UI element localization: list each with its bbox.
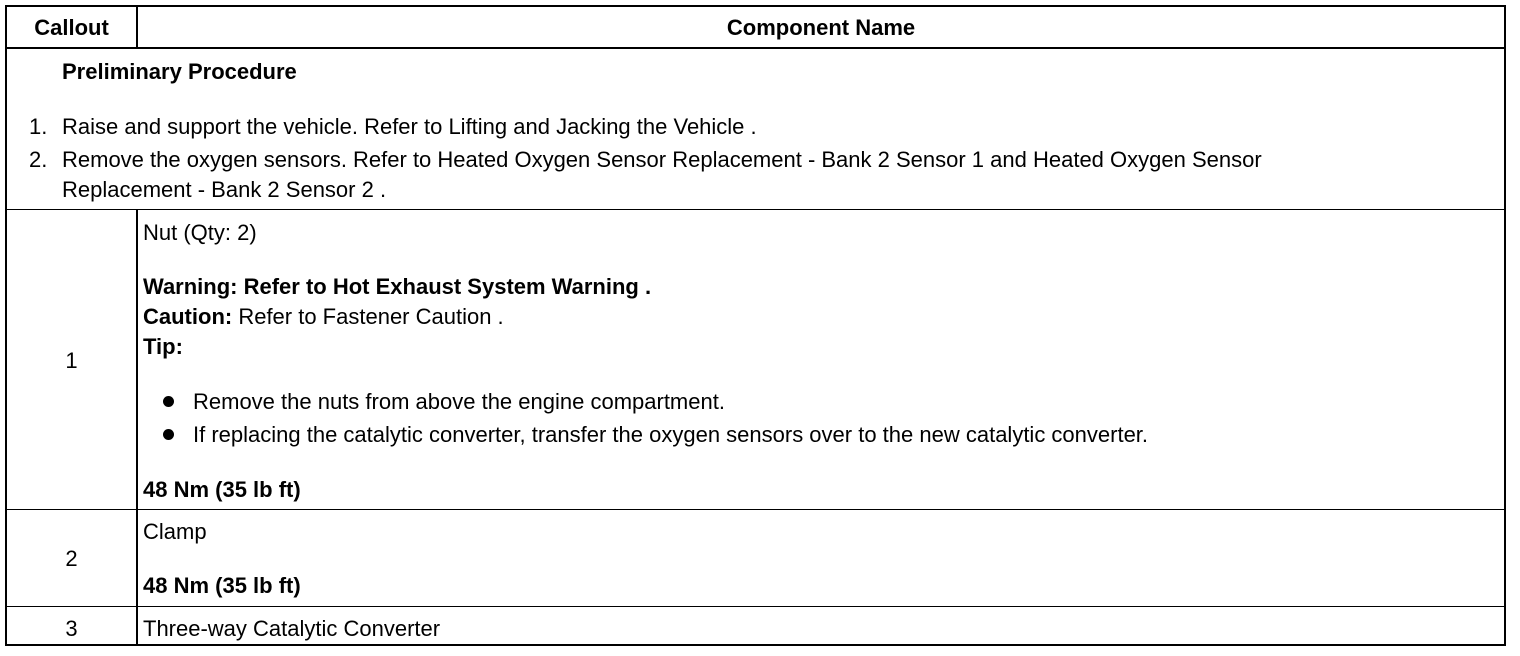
- header-callout: Callout: [34, 15, 109, 40]
- component-name: Three-way Catalytic Converter: [143, 616, 441, 641]
- callout-column-divider: [136, 209, 138, 646]
- header-bottom-rule: [7, 47, 1504, 49]
- torque-spec: 48 Nm (35 lb ft): [143, 573, 301, 598]
- preliminary-title: Preliminary Procedure: [62, 59, 297, 84]
- row-rule: [7, 509, 1504, 510]
- tip-bullet-text: If replacing the catalytic converter, transfer the oxygen sensors over to the new catalytic converter.: [193, 422, 1149, 447]
- warning-text: Warning: Refer to Hot Exhaust System Warning .: [143, 274, 652, 299]
- step-text: Raise and support the vehicle. Refer to Lifting and Jacking the Vehicle .: [62, 114, 757, 139]
- component-name: Clamp: [143, 519, 207, 544]
- step-number: 2.: [29, 147, 48, 172]
- torque-spec: 48 Nm (35 lb ft): [143, 477, 301, 502]
- row-callout: 3: [65, 616, 78, 641]
- step-text: Remove the oxygen sensors. Refer to Heated Oxygen Sensor Replacement - Bank 2 Sensor 1 and Heated Oxygen Sensor: [62, 147, 1262, 172]
- row-rule: [7, 209, 1504, 210]
- component-table: [5, 5, 1506, 646]
- caution-label: Caution:: [143, 304, 233, 329]
- step-number: 1.: [29, 114, 48, 139]
- bullet-icon: [163, 429, 174, 440]
- caution-line: [143, 304, 504, 330]
- row-callout: 2: [65, 546, 78, 571]
- row-callout: 1: [65, 348, 78, 373]
- tip-label: Tip:: [143, 334, 183, 359]
- tip-bullet-text: Remove the nuts from above the engine compartment.: [193, 389, 725, 414]
- caution-text: Refer to Fastener Caution .: [232, 304, 504, 329]
- component-name: Nut (Qty: 2): [143, 220, 257, 245]
- bullet-icon: [163, 396, 174, 407]
- header-component-name: Component Name: [726, 15, 916, 40]
- step-text-continued: Replacement - Bank 2 Sensor 2 .: [62, 177, 387, 202]
- row-rule: [7, 606, 1504, 607]
